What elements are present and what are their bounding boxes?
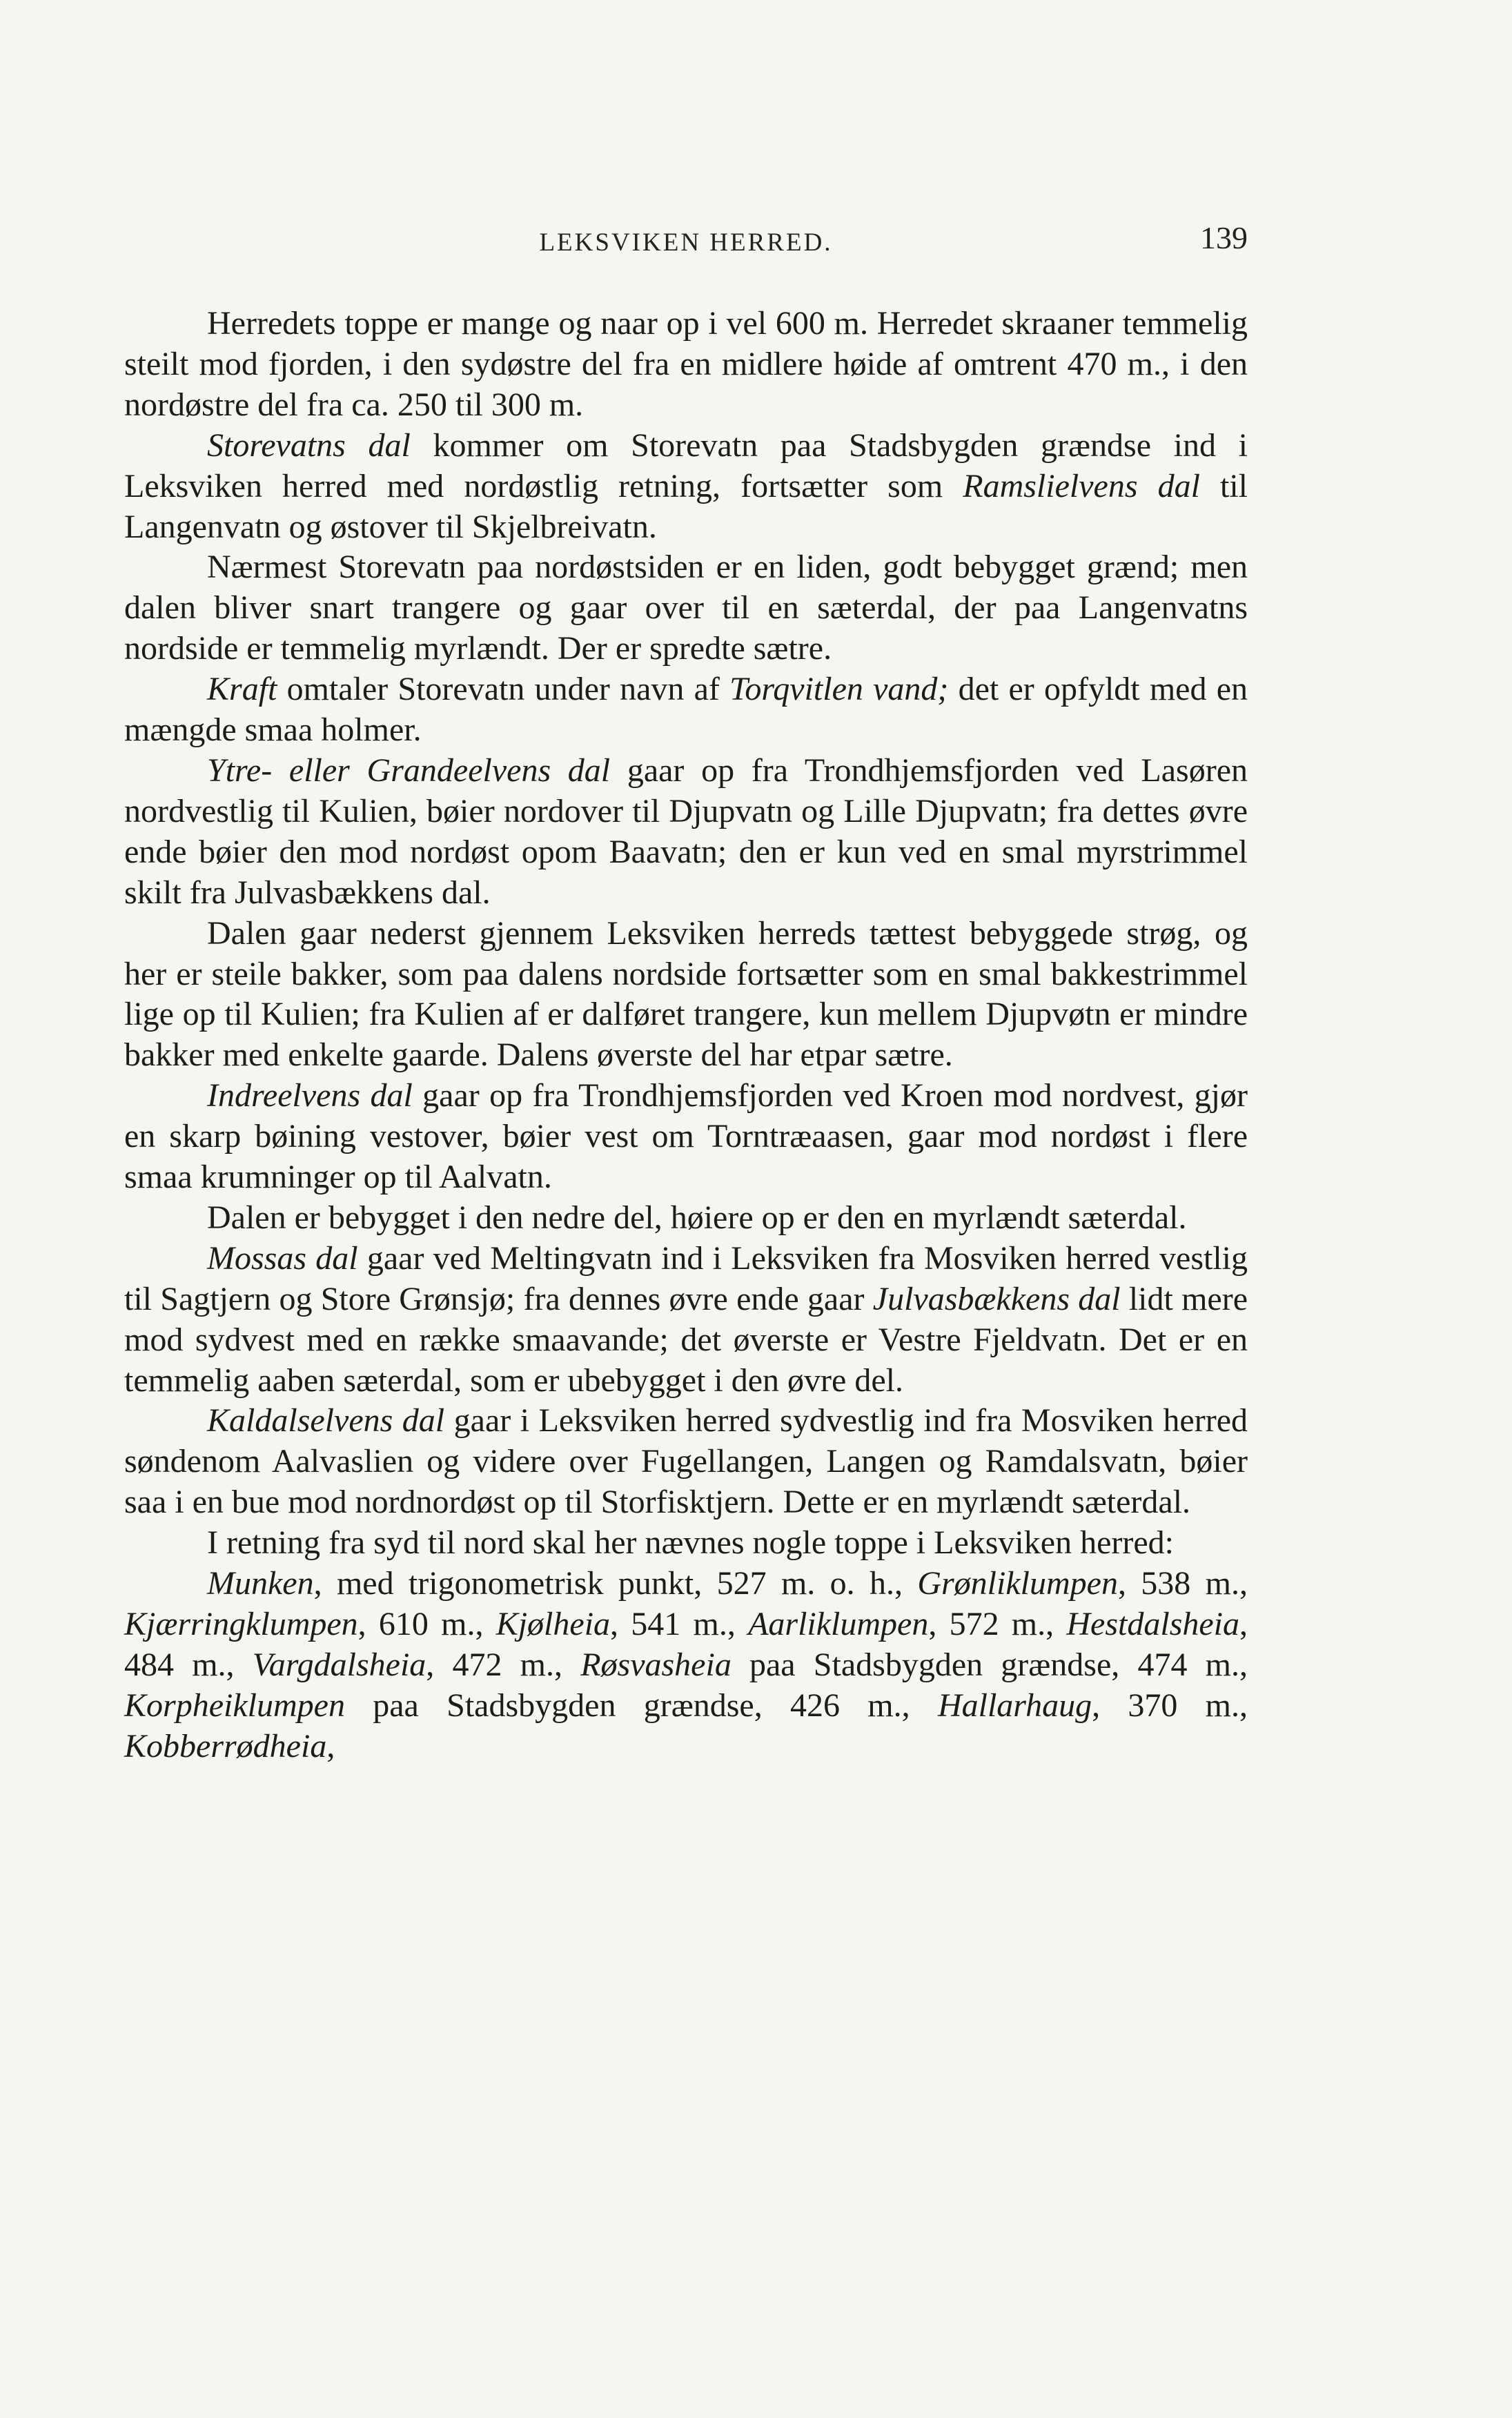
italic-term: Kjølheia xyxy=(495,1606,611,1642)
paragraph-text: , 472 m., xyxy=(426,1646,581,1683)
paragraph-text: , 610 m., xyxy=(357,1606,496,1642)
paragraph-text: , xyxy=(326,1727,335,1765)
paragraph-text: gaar i Leksviken herred sydvestlig ind fra Mosviken herred søndenom Aalvaslien og videre over Fugellangen, Langen og Ramdalsvatn, bøier saa i en bue mod nordnordøst op til Storfisktjern. Dette er en myrlændt sæterdal. xyxy=(124,1402,1248,1521)
paragraph xyxy=(124,1239,1248,1402)
italic-term: Hallarhaug xyxy=(937,1687,1092,1724)
paragraph-text: paa Stadsbygden grændse, 474 m., xyxy=(731,1646,1248,1683)
paragraph-text: , 484 m., xyxy=(124,1606,1248,1683)
body-text xyxy=(124,304,1248,1767)
paragraph xyxy=(124,669,1248,751)
paragraph-text: I retning fra syd til nord skal her nævnes nogle toppe i Leksviken herred: xyxy=(207,1524,1174,1562)
paragraph xyxy=(124,1076,1248,1198)
paragraph-text: gaar op fra Trondhjemsfjorden ved Lasøren nordvestlig til Kulien, bøier nordover til Djupvatn og Lille Djupvatn; fra dettes øvre ende bøier den mod nordøst opom Baavatn; den er kun ved en smal myrstrimmel skilt fra Julvasbækkens dal. xyxy=(124,751,1248,911)
italic-term: Munken xyxy=(207,1565,314,1602)
paragraph xyxy=(124,304,1248,426)
italic-term: Mossas dal xyxy=(207,1239,358,1277)
paragraph-text: , 538 m., xyxy=(1117,1565,1248,1602)
paragraph xyxy=(124,914,1248,1077)
paragraph-text: , 572 m., xyxy=(928,1606,1067,1642)
italic-term: Ramslielvens dal xyxy=(963,467,1200,504)
italic-term: Kjærringklumpen xyxy=(124,1606,358,1642)
italic-term: Korpheiklumpen xyxy=(124,1687,345,1724)
italic-term: Ytre- eller Grandeelvens dal xyxy=(207,751,611,789)
italic-term: Kobberrødheia xyxy=(124,1727,327,1765)
paragraph-text: Nærmest Storevatn paa nordøstsiden er en liden, godt bebygget grænd; men dalen bliver snart trangere og gaar over til en sæterdal, der paa Langenvatns nordside er temmelig myrlændt. Der er spredte sætre. xyxy=(124,549,1248,667)
italic-term: Kaldalselvens dal xyxy=(207,1402,445,1439)
paragraph-text: paa Stadsbygden grændse, 426 m., xyxy=(344,1687,938,1724)
paragraph xyxy=(124,1564,1248,1767)
page-number: 139 xyxy=(1200,220,1248,255)
paragraph-text: gaar ved Meltingvatn ind i Leksviken fra Mosviken herred vestlig til Sagtjern og Store Grønsjø; fra dennes øvre ende gaar xyxy=(124,1239,1248,1317)
paragraph-text: Dalen er bebygget i den nedre del, høiere op er den en myrlændt sæterdal. xyxy=(207,1199,1187,1236)
paragraph xyxy=(124,751,1248,914)
paragraph-text: omtaler Storevatn under navn af xyxy=(277,671,730,708)
paragraph xyxy=(124,547,1248,669)
italic-term: Indreelvens dal xyxy=(207,1077,413,1114)
italic-term: Storevatns dal xyxy=(207,426,411,464)
paragraph xyxy=(124,1523,1248,1564)
italic-term: Grønliklumpen xyxy=(917,1565,1118,1602)
italic-term: Julvasbækkens dal xyxy=(872,1280,1121,1317)
running-title: LEKSVIKEN HERRED. xyxy=(539,228,833,257)
italic-term: Aarliklumpen xyxy=(748,1606,929,1642)
running-head xyxy=(124,219,1248,268)
paragraph xyxy=(124,1198,1248,1239)
italic-term: Vargdalsheia xyxy=(252,1646,426,1683)
paragraph-text: , 370 m., xyxy=(1092,1687,1248,1724)
paragraph-text: lidt mere mod sydvest med en række smaavande; det øverste er Vestre Fjeldvatn. Det er en temmelig aaben sæterdal, som er ubebygget i den øvre del. xyxy=(124,1280,1248,1399)
paragraph-text: til Langenvatn og østover til Skjelbreivatn. xyxy=(124,467,1248,545)
paragraph xyxy=(124,1401,1248,1523)
italic-term: Torqvitlen vand; xyxy=(729,671,949,708)
italic-term: Kraft xyxy=(207,671,277,708)
italic-term: Røsvasheia xyxy=(580,1646,732,1683)
paragraph-text: kommer om Storevatn paa Stadsbygden grændse ind i Leksviken herred med nordøstlig retning, fortsætter som xyxy=(124,426,1248,504)
paragraph-text: Herredets toppe er mange og naar op i vel 600 m. Herredet skraaner temmelig steilt mod fjorden, i den sydøstre del fra en midlere høide af omtrent 470 m., i den nordøstre del fra ca. 250 til 300 m. xyxy=(124,305,1248,423)
paragraph-text: Dalen gaar nederst gjennem Leksviken herreds tættest bebyggede strøg, og her er steile bakker, som paa dalens nordside fortsætter som en smal bakkestrimmel lige op til Kulien; fra Kulien af er dalføret trangere, kun mellem Djupvøtn er mindre bakker med enkelte gaarde. Dalens øverste del har etpar sætre. xyxy=(124,914,1248,1074)
paragraph-text: , med trigonometrisk punkt, 527 m. o. h., xyxy=(313,1565,918,1602)
paragraph-text: gaar op fra Trondhjemsfjorden ved Kroen mod nordvest, gjør en skarp bøining vestover, bøier vest om Torntræaasen, gaar mod nordøst i flere smaa krumninger op til Aalvatn. xyxy=(124,1077,1248,1196)
paragraph xyxy=(124,426,1248,548)
paragraph-text: det er opfyldt med en mængde smaa holmer. xyxy=(124,671,1248,749)
italic-term: Hestdalsheia xyxy=(1066,1606,1240,1642)
paragraph-text: , 541 m., xyxy=(610,1606,749,1642)
